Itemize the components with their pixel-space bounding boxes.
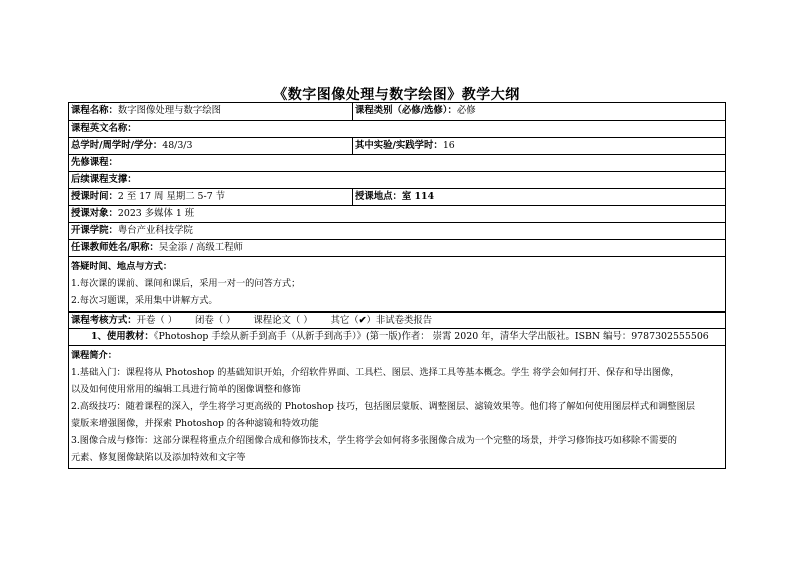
row-textbook: [69, 328, 725, 345]
intro-line-4: 蒙版来增强图像，并探索 Photoshop 的各种滤镜和特效功能: [71, 418, 319, 429]
college-value: 粤台产业科技学院: [117, 225, 193, 236]
course-type-value: 必修: [456, 105, 476, 116]
check-mark-icon: ✔: [358, 315, 367, 326]
exam-option-other-post: ）非试卷类报告: [366, 315, 433, 326]
row-intro: [69, 345, 725, 468]
college-label: 开课学院：: [71, 225, 118, 236]
qa-line-2: 2.每次习题课，采用集中讲解方式。: [71, 295, 218, 306]
row-english-name: [69, 120, 725, 137]
followup-label: 后续课程支撑：: [71, 174, 137, 185]
schedule-label: 授课时间：: [71, 191, 118, 202]
document-title: 《数字图像处理与数字绘图》教学大纲: [273, 87, 520, 103]
college-cell: [69, 223, 725, 239]
audience-cell: [69, 206, 725, 222]
teacher-value: 吴金添 / 高级工程师: [158, 242, 243, 253]
row-followup: [69, 171, 725, 188]
textbook-cell: [69, 329, 725, 345]
exam-label: 课程考核方式：: [71, 315, 137, 326]
course-name-value: 数字图像处理与数字绘图: [117, 105, 222, 116]
row-college: [69, 222, 725, 239]
hours-value: 48/3/3: [162, 140, 193, 151]
intro-line-5: 3.图像合成与修饰：这部分课程将重点介绍图像合成和修饰技术，学生将学会如何将多张图像合成为一个完整的场景，并学习修饰技巧如移除不需要的: [71, 435, 677, 446]
lab-hours-value: 16: [442, 140, 455, 151]
row-schedule: [69, 188, 725, 205]
row-course-name: [69, 103, 725, 120]
course-name-label: 课程名称：: [71, 105, 118, 116]
row-qa: [69, 256, 725, 311]
schedule-cell: [69, 189, 353, 205]
intro-label: 课程简介：: [71, 350, 117, 361]
intro-line-1: 1.基础入门：课程将从 Photoshop 的基础知识开始，介绍软件界面、工具栏、图层、选择工具等基本概念。学生 将学会如何打开、保存和导出图像，: [71, 367, 680, 378]
location-cell: [353, 189, 725, 205]
syllabus-table: [68, 102, 726, 469]
prereq-cell: [69, 155, 725, 171]
prereq-label: 先修课程：: [71, 157, 118, 168]
english-name-label: 课程英文名称：: [71, 123, 137, 134]
teacher-label: 任课教师姓名/职称：: [71, 242, 159, 253]
row-audience: [69, 205, 725, 222]
course-type-label: 课程类别（必修/选修）：: [355, 105, 457, 116]
course-name-cell: [69, 103, 353, 120]
intro-line-2: 以及如何使用常用的编辑工具进行简单的图像调整和修饰: [71, 384, 301, 395]
row-hours: [69, 137, 725, 154]
schedule-value: 2 至 17 周 星期二 5-7 节: [117, 191, 226, 202]
audience-value: 2023 多媒体 1 班: [117, 208, 195, 219]
lab-hours-cell: [353, 138, 725, 154]
lab-hours-label: 其中实验/实践学时：: [355, 140, 443, 151]
exam-option-paper: 课程论文（ ）: [253, 315, 313, 326]
row-exam: [69, 311, 725, 328]
audience-label: 授课对象：: [71, 208, 118, 219]
exam-option-closed-book: 闭卷（ ）: [195, 315, 236, 326]
qa-label: 答疑时间、地点与方式：: [71, 261, 173, 272]
textbook-value: 《Photoshop 手绘从新手到高手（从新手到高手）》(第一版)作者： 崇霄 2020 年，清华大学出版社。ISBN 编号：9787302555506: [153, 331, 709, 342]
intro-line-6: 元素、修复图像缺陷以及添加特效和文字等: [71, 452, 246, 463]
qa-line-1: 1.每次课的课前、课间和课后，采用一对一的问答方式；: [71, 278, 301, 289]
intro-cell: [69, 346, 725, 468]
intro-line-3: 2.高级技巧：随着课程的深入，学生将学习更高级的 Photoshop 技巧，包括图层蒙版、调整图层、滤镜效果等。他们将了解如何使用图层样式和调整图层: [71, 401, 695, 412]
exam-option-open-book: 开卷（ ）: [136, 315, 178, 326]
english-name-cell: [69, 121, 725, 137]
teacher-cell: [69, 240, 725, 256]
course-type-cell: [353, 103, 725, 120]
location-label: 授课地点：: [355, 191, 402, 202]
row-prereq: [69, 154, 725, 171]
exam-cell: [69, 313, 725, 328]
location-value: 室 114: [401, 191, 435, 202]
textbook-label: 1、使用教材：: [91, 331, 154, 342]
qa-cell: [69, 257, 725, 311]
hours-label: 总学时/周学时/学分：: [71, 140, 163, 151]
exam-option-other-pre: 其它（: [330, 315, 359, 326]
followup-cell: [69, 172, 725, 188]
hours-cell: [69, 138, 353, 154]
row-teacher: [69, 239, 725, 256]
